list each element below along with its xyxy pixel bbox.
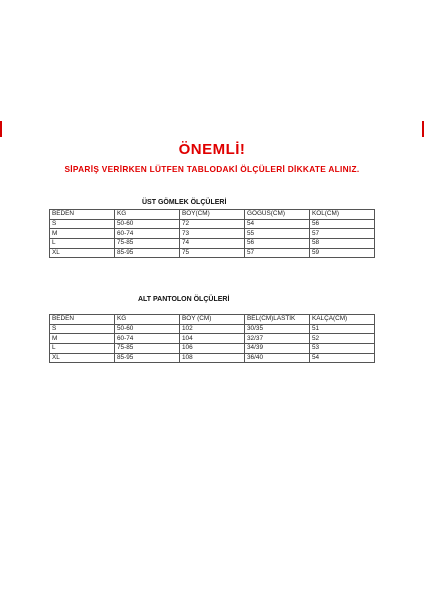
table-cell: 36/40 (245, 353, 310, 363)
table-cell: 58 (310, 239, 375, 249)
table-cell: 102 (180, 324, 245, 334)
table-cell: 106 (180, 344, 245, 354)
table-row (50, 334, 375, 344)
table-cell: M (50, 229, 115, 239)
table-cell: 34/39 (245, 344, 310, 354)
table-cell: 56 (245, 239, 310, 249)
table-cell: 75 (180, 248, 245, 258)
table-cell: 75-85 (115, 344, 180, 354)
table-header-row (50, 210, 375, 220)
shirt-section-heading: ÜST GÖMLEK ÖLÇÜLERİ (142, 199, 227, 206)
page-subtitle: SİPARİŞ VERİRKEN LÜTFEN TABLODAKİ ÖLÇÜLERİ DİKKATE ALINIZ. (64, 164, 360, 174)
table-header-cell: KOL(CM) (310, 210, 375, 220)
table-cell: 60-74 (115, 229, 180, 239)
table-cell: 50-60 (115, 324, 180, 334)
table-row (50, 229, 375, 239)
table-cell: 53 (310, 344, 375, 354)
table-header-cell: KALÇA(CM) (310, 315, 375, 325)
table-cell: L (50, 344, 115, 354)
table-cell: 56 (310, 219, 375, 229)
table-cell: 57 (245, 248, 310, 258)
page-title: ÖNEMLİ! (178, 141, 246, 158)
table-cell: 108 (180, 353, 245, 363)
table-cell: 75-85 (115, 239, 180, 249)
table-cell: 54 (245, 219, 310, 229)
table-cell: 104 (180, 334, 245, 344)
pants-size-table (49, 314, 375, 363)
left-red-edge-mark (0, 121, 2, 137)
table-header-cell: BOY (CM) (180, 315, 245, 325)
table-cell: XL (50, 248, 115, 258)
table-cell: 85-95 (115, 353, 180, 363)
table-row (50, 219, 375, 229)
table-cell: 54 (310, 353, 375, 363)
table-header-cell: BOY(CM) (180, 210, 245, 220)
table-header-cell: KG (115, 210, 180, 220)
table-cell: S (50, 219, 115, 229)
table-cell: 52 (310, 334, 375, 344)
table-cell: 55 (245, 229, 310, 239)
table-row (50, 324, 375, 334)
table-header-row (50, 315, 375, 325)
table-cell: L (50, 239, 115, 249)
table-row (50, 239, 375, 249)
table-header-cell: KG (115, 315, 180, 325)
table-cell: S (50, 324, 115, 334)
table-row (50, 344, 375, 354)
table-row (50, 248, 375, 258)
table-cell: 51 (310, 324, 375, 334)
table-cell: 59 (310, 248, 375, 258)
table-cell: 60-74 (115, 334, 180, 344)
table-cell: 32/37 (245, 334, 310, 344)
table-cell: 74 (180, 239, 245, 249)
table-cell: M (50, 334, 115, 344)
table-cell: 73 (180, 229, 245, 239)
table-header-cell: GÖĞÜS(CM) (245, 210, 310, 220)
pants-section-heading: ALT PANTOLON ÖLÇÜLERİ (138, 296, 230, 303)
table-cell: 57 (310, 229, 375, 239)
table-cell: XL (50, 353, 115, 363)
table-header-cell: BEDEN (50, 210, 115, 220)
table-cell: 85-95 (115, 248, 180, 258)
table-header-cell: BEDEN (50, 315, 115, 325)
shirt-size-table (49, 209, 375, 258)
table-cell: 30/35 (245, 324, 310, 334)
table-cell: 50-60 (115, 219, 180, 229)
table-row (50, 353, 375, 363)
table-cell: 72 (180, 219, 245, 229)
table-header-cell: BEL(CM)LASTİK (245, 315, 310, 325)
